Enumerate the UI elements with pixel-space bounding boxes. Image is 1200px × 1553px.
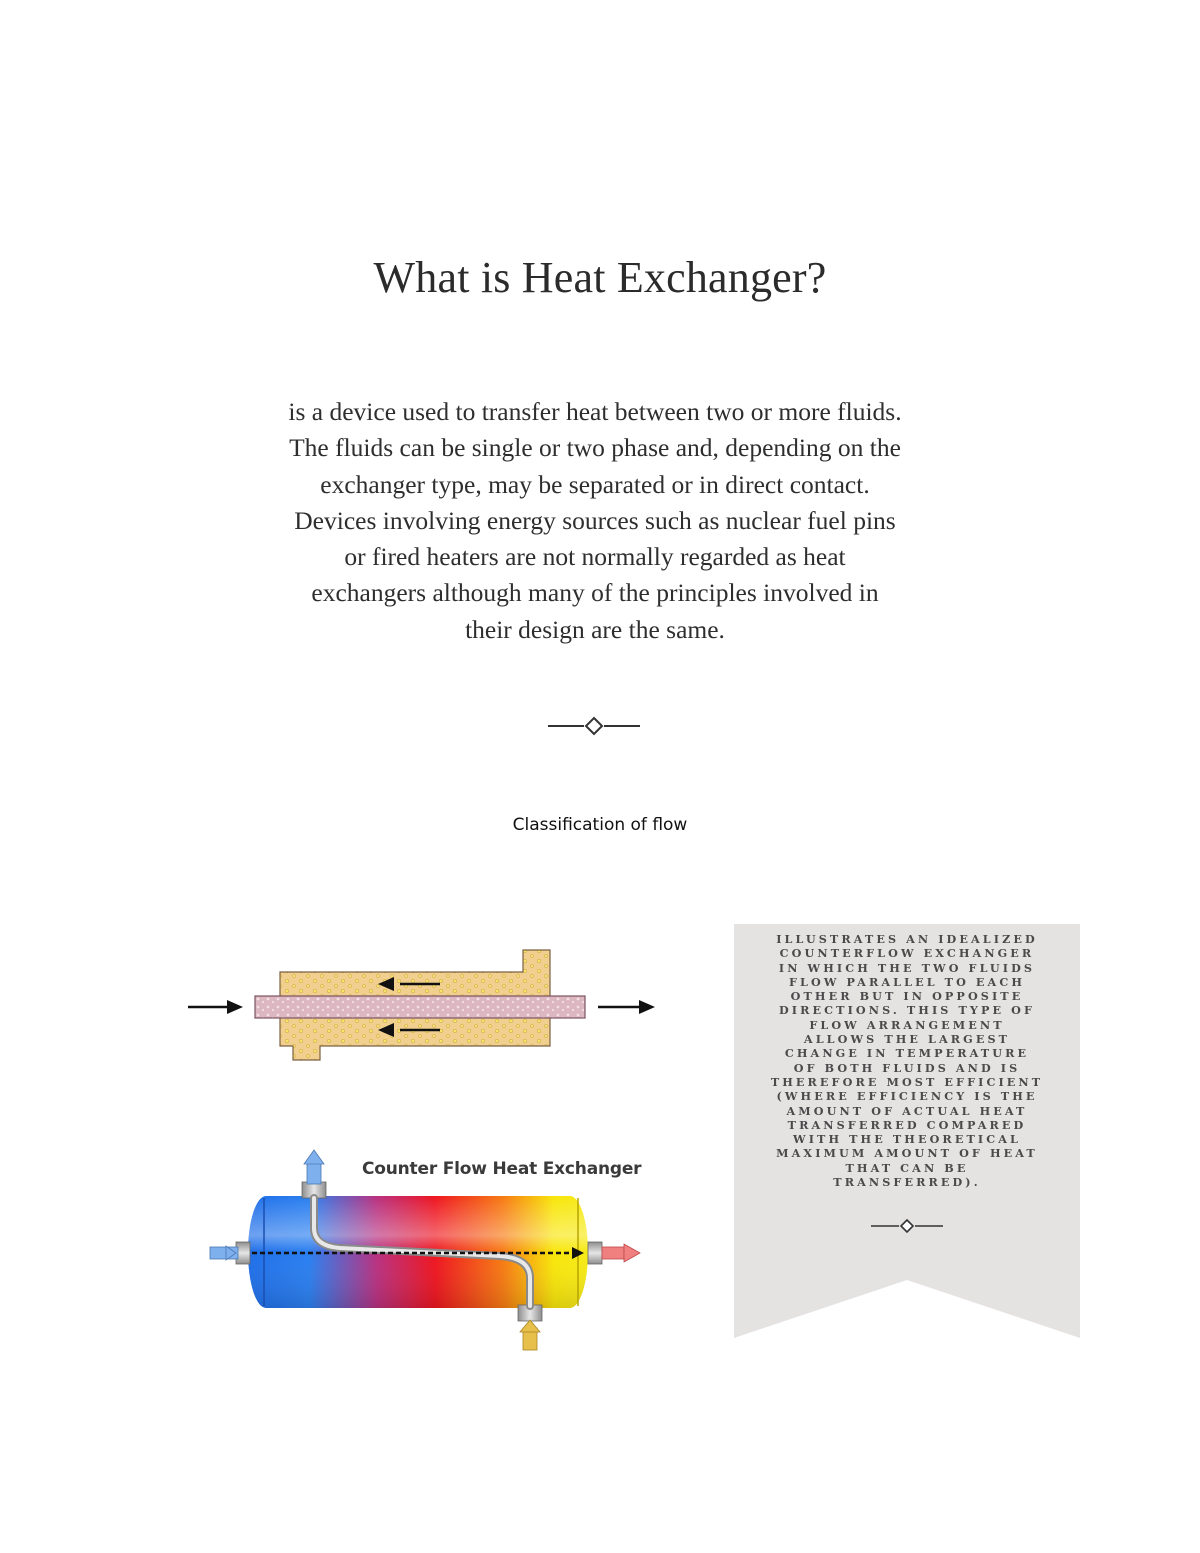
arrow-right-icon <box>227 1000 243 1014</box>
figure-title: Counter Flow Heat Exchanger <box>362 1159 642 1179</box>
diamond-divider-icon <box>546 714 642 738</box>
sidebar-text: ILLUSTRATES AN IDEALIZED COUNTERFLOW EXCHANGER IN WHICH THE TWO FLUIDS FLOW PARALLEL TO EACH OTHER BUT IN OPPOSITE DIRECTIONS. THIS TYPE OF FLOW ARRANGEMENT ALLOWS THE LARGEST CHANGE IN TEMPERATURE OF BOTH FLUIDS AND IS THEREFORE MOST EFFICIENT (WHERE EFFICIENCY IS THE AMOUNT OF ACTUAL HEAT TRANSFERRED COMPARED WITH THE THEORETICAL MAXIMUM AMOUNT OF HEAT THAT CAN BE TRANSFERRED). <box>770 932 1044 1190</box>
arrow-right-icon <box>624 1244 640 1262</box>
inner-tube <box>255 996 585 1018</box>
diamond-divider-icon <box>869 1217 945 1235</box>
intro-line: The fluids can be single or two phase and, depending on the <box>289 433 901 463</box>
section-label: Classification of flow <box>512 815 688 835</box>
intro-line: Devices involving energy sources such as nuclear fuel pins <box>294 505 896 535</box>
intro-line: or fired heaters are not normally regarded as heat <box>344 542 846 572</box>
intro-line: is a device used to transfer heat between two or more fluids. <box>288 397 902 426</box>
arrow-up-icon <box>520 1320 540 1332</box>
intro-line: exchangers although many of the principles involved in <box>311 578 879 608</box>
counter-flow-diagram <box>200 1148 650 1358</box>
intro-paragraph <box>200 394 990 648</box>
arrow-up-icon <box>304 1150 324 1164</box>
intro-line: exchanger type, may be separated or in direct contact. <box>320 469 870 499</box>
arrow-right-icon <box>639 1000 655 1014</box>
page-title: What is Heat Exchanger? <box>373 253 827 302</box>
sidebar-banner <box>734 924 1080 1338</box>
shell-tube-diagram <box>185 948 660 1068</box>
intro-line: their design are the same. <box>465 614 725 644</box>
